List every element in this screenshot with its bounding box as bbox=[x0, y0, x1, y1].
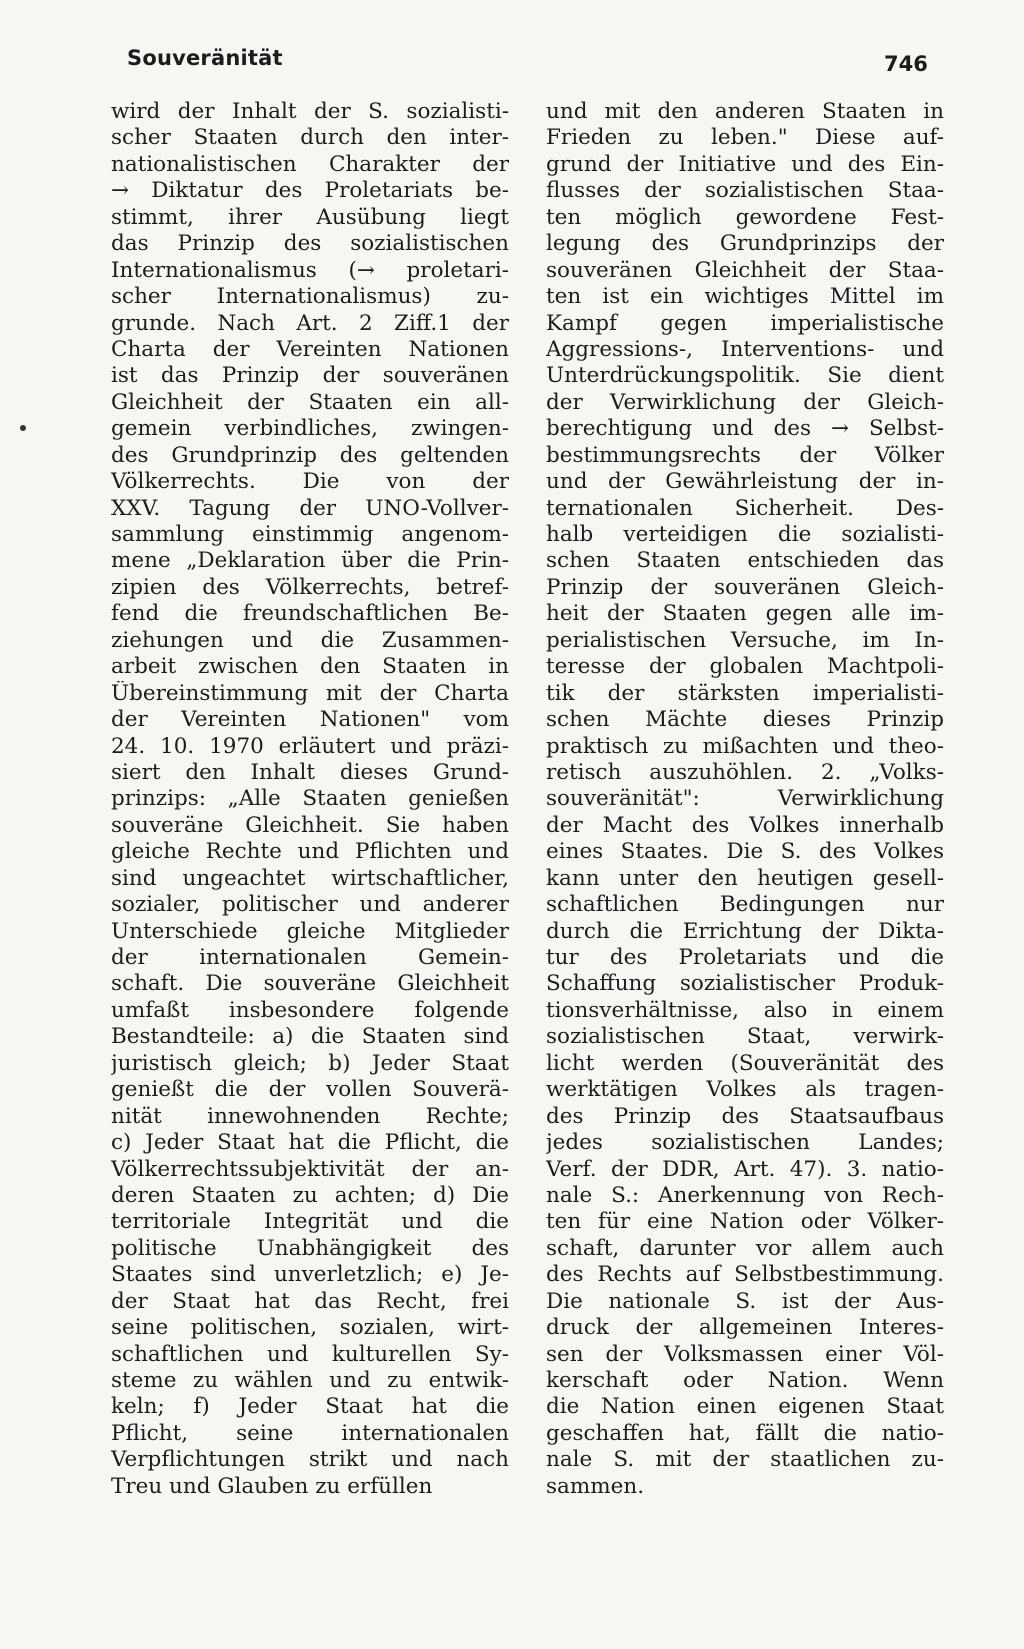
text-line: Verpflichtungen strikt und nach bbox=[111, 1447, 509, 1473]
text-line: c) Jeder Staat hat die Pflicht, die bbox=[111, 1130, 509, 1156]
text-line: bestimmungsrechts der Völker bbox=[546, 442, 944, 468]
text-line: schen Mächte dieses Prinzip bbox=[546, 707, 944, 733]
text-line: berechtigung und des → Selbst- bbox=[546, 416, 944, 442]
text-line: gleiche Rechte und Pflichten und bbox=[111, 839, 509, 865]
text-line: ziehungen und die Zusammen- bbox=[111, 627, 509, 653]
text-line: scher Staaten durch den inter- bbox=[111, 125, 509, 151]
text-line: ten möglich gewordene Fest- bbox=[546, 204, 944, 230]
text-line: der Staat hat das Recht, frei bbox=[111, 1288, 509, 1314]
text-line: Staates sind unverletzlich; e) Je- bbox=[111, 1262, 509, 1288]
text-line: ten ist ein wichtiges Mittel im bbox=[546, 284, 944, 310]
text-line: Internationalismus (→ proletari- bbox=[111, 257, 509, 283]
text-line: gemein verbindliches, zwingen- bbox=[111, 416, 509, 442]
text-line: sammlung einstimmig angenom- bbox=[111, 522, 509, 547]
print-speck bbox=[20, 425, 26, 431]
text-line: schaft, darunter vor allem auch bbox=[546, 1235, 944, 1261]
text-line: souveränität": Verwirklichung bbox=[546, 786, 944, 812]
text-line: umfaßt insbesondere folgende bbox=[111, 997, 509, 1023]
text-line: arbeit zwischen den Staaten in bbox=[111, 654, 509, 680]
text-line: Charta der Vereinten Nationen bbox=[111, 336, 509, 362]
text-line: Gleichheit der Staaten ein all- bbox=[111, 389, 509, 415]
text-line: der Verwirklichung der Gleich- bbox=[546, 389, 944, 415]
text-line: sen der Volksmassen einer Völ- bbox=[546, 1341, 944, 1367]
text-line: ternationalen Sicherheit. Des- bbox=[546, 495, 944, 521]
text-line: ten für eine Nation oder Völker- bbox=[546, 1209, 944, 1235]
text-line: steme zu wählen und zu entwik- bbox=[111, 1368, 509, 1393]
text-line: seine politischen, sozialen, wirt- bbox=[111, 1315, 509, 1341]
text-line: kann unter den heutigen gesell- bbox=[546, 865, 944, 891]
text-line: Pflicht, seine internationalen bbox=[111, 1420, 509, 1446]
text-line: prinzips: „Alle Staaten genießen bbox=[111, 786, 509, 812]
text-line: schaftlichen und kulturellen Sy- bbox=[111, 1341, 509, 1367]
text-line: jedes sozialistischen Landes; bbox=[546, 1130, 944, 1156]
text-line: Völkerrechts. Die von der bbox=[111, 469, 509, 495]
text-line: halb verteidigen die sozialisti- bbox=[546, 522, 944, 547]
text-line: politische Unabhängigkeit des bbox=[111, 1235, 509, 1261]
text-line: retisch auszuhöhlen. 2. „Volks- bbox=[546, 759, 944, 785]
text-line: Übereinstimmung mit der Charta bbox=[111, 680, 509, 706]
text-line: Kampf gegen imperialistische bbox=[546, 310, 944, 336]
text-line: flusses der sozialistischen Staa- bbox=[546, 178, 944, 204]
text-line: eines Staates. Die S. des Volkes bbox=[546, 839, 944, 865]
text-line: des Rechts auf Selbstbestimmung. bbox=[546, 1262, 944, 1288]
text-line: nale S. mit der staatlichen zu- bbox=[546, 1447, 944, 1473]
text-line: und mit den anderen Staaten in bbox=[546, 99, 944, 124]
text-line: sozialistischen Staat, verwirk- bbox=[546, 1024, 944, 1050]
text-line: Die nationale S. ist der Aus- bbox=[546, 1288, 944, 1314]
text-line: tik der stärksten imperialisti- bbox=[546, 680, 944, 706]
text-line: der internationalen Gemein- bbox=[111, 945, 509, 970]
text-line: Völkerrechtssubjektivität der an- bbox=[111, 1156, 509, 1182]
text-line: mene „Deklaration über die Prin- bbox=[111, 548, 509, 574]
text-line: heit der Staaten gegen alle im- bbox=[546, 601, 944, 627]
text-line: genießt die der vollen Souverä- bbox=[111, 1077, 509, 1103]
text-line: nale S.: Anerkennung von Rech- bbox=[546, 1182, 944, 1208]
text-line: schaftlichen Bedingungen nur bbox=[546, 892, 944, 918]
text-line: ist das Prinzip der souveränen bbox=[111, 363, 509, 389]
text-line: zipien des Völkerrechts, betref- bbox=[111, 574, 509, 600]
text-line: keln; f) Jeder Staat hat die bbox=[111, 1394, 509, 1420]
text-line: fend die freundschaftlichen Be- bbox=[111, 601, 509, 627]
text-line: das Prinzip des sozialistischen bbox=[111, 231, 509, 257]
text-line: Frieden zu leben." Diese auf- bbox=[546, 125, 944, 151]
text-line: licht werden (Souveränität des bbox=[546, 1050, 944, 1076]
text-line: schaft. Die souveräne Gleichheit bbox=[111, 971, 509, 997]
text-line: geschaffen hat, fällt die natio- bbox=[546, 1420, 944, 1446]
text-line: schen Staaten entschieden das bbox=[546, 548, 944, 574]
page-number: 746 bbox=[884, 52, 928, 76]
left-text-column bbox=[111, 99, 509, 1500]
text-line: der Macht des Volkes innerhalb bbox=[546, 812, 944, 838]
text-line: Unterdrückungspolitik. Sie dient bbox=[546, 363, 944, 389]
text-line: scher Internationalismus) zu- bbox=[111, 284, 509, 310]
text-line: nationalistischen Charakter der bbox=[111, 151, 509, 177]
text-line: siert den Inhalt dieses Grund- bbox=[111, 759, 509, 785]
text-line: souveränen Gleichheit der Staa- bbox=[546, 257, 944, 283]
text-line: grunde. Nach Art. 2 Ziff.1 der bbox=[111, 310, 509, 336]
text-line: praktisch zu mißachten und theo- bbox=[546, 733, 944, 759]
text-line: territoriale Integrität und die bbox=[111, 1209, 509, 1235]
text-line: nität innewohnenden Rechte; bbox=[111, 1103, 509, 1129]
text-line: die Nation einen eigenen Staat bbox=[546, 1394, 944, 1420]
text-line: Aggressions-, Interventions- und bbox=[546, 336, 944, 362]
text-line: und der Gewährleistung der in- bbox=[546, 469, 944, 495]
text-line: Unterschiede gleiche Mitglieder bbox=[111, 918, 509, 944]
text-line: teresse der globalen Machtpoli- bbox=[546, 654, 944, 680]
text-line: XXV. Tagung der UNO-Vollver- bbox=[111, 495, 509, 521]
text-line: druck der allgemeinen Interes- bbox=[546, 1315, 944, 1341]
text-line: → Diktatur des Proletariats be- bbox=[111, 178, 509, 204]
running-head-title: Souveränität bbox=[127, 46, 283, 70]
text-line: grund der Initiative und des Ein- bbox=[546, 151, 944, 177]
text-line: 24. 10. 1970 erläutert und präzi- bbox=[111, 733, 509, 759]
text-line: sozialer, politischer und anderer bbox=[111, 892, 509, 918]
text-line: werktätigen Volkes als tragen- bbox=[546, 1077, 944, 1103]
text-line: Bestandteile: a) die Staaten sind bbox=[111, 1024, 509, 1050]
text-line: sammen. bbox=[546, 1473, 645, 1499]
text-line: stimmt, ihrer Ausübung liegt bbox=[111, 204, 509, 230]
text-line: tionsverhältnisse, also in einem bbox=[546, 997, 944, 1023]
text-line: juristisch gleich; b) Jeder Staat bbox=[111, 1050, 509, 1076]
text-line: Prinzip der souveränen Gleich- bbox=[546, 574, 944, 600]
text-line: Treu und Glauben zu erfüllen bbox=[111, 1473, 433, 1499]
text-line: tur des Proletariats und die bbox=[546, 945, 944, 970]
text-line: des Prinzip des Staatsaufbaus bbox=[546, 1103, 944, 1129]
text-line: souveräne Gleichheit. Sie haben bbox=[111, 812, 509, 838]
text-line: wird der Inhalt der S. sozialisti- bbox=[111, 99, 509, 124]
text-line: durch die Errichtung der Dikta- bbox=[546, 918, 944, 944]
text-line: des Grundprinzip des geltenden bbox=[111, 442, 509, 468]
right-text-column bbox=[546, 99, 944, 1500]
text-line: Schaffung sozialistischer Produk- bbox=[546, 971, 944, 997]
text-line: legung des Grundprinzips der bbox=[546, 231, 944, 257]
text-line: Verf. der DDR, Art. 47). 3. natio- bbox=[546, 1156, 944, 1182]
text-line: der Vereinten Nationen" vom bbox=[111, 707, 509, 733]
text-line: sind ungeachtet wirtschaftlicher, bbox=[111, 865, 509, 891]
text-line: deren Staaten zu achten; d) Die bbox=[111, 1182, 509, 1208]
text-line: perialistischen Versuche, im In- bbox=[546, 627, 944, 653]
text-line: kerschaft oder Nation. Wenn bbox=[546, 1368, 944, 1393]
